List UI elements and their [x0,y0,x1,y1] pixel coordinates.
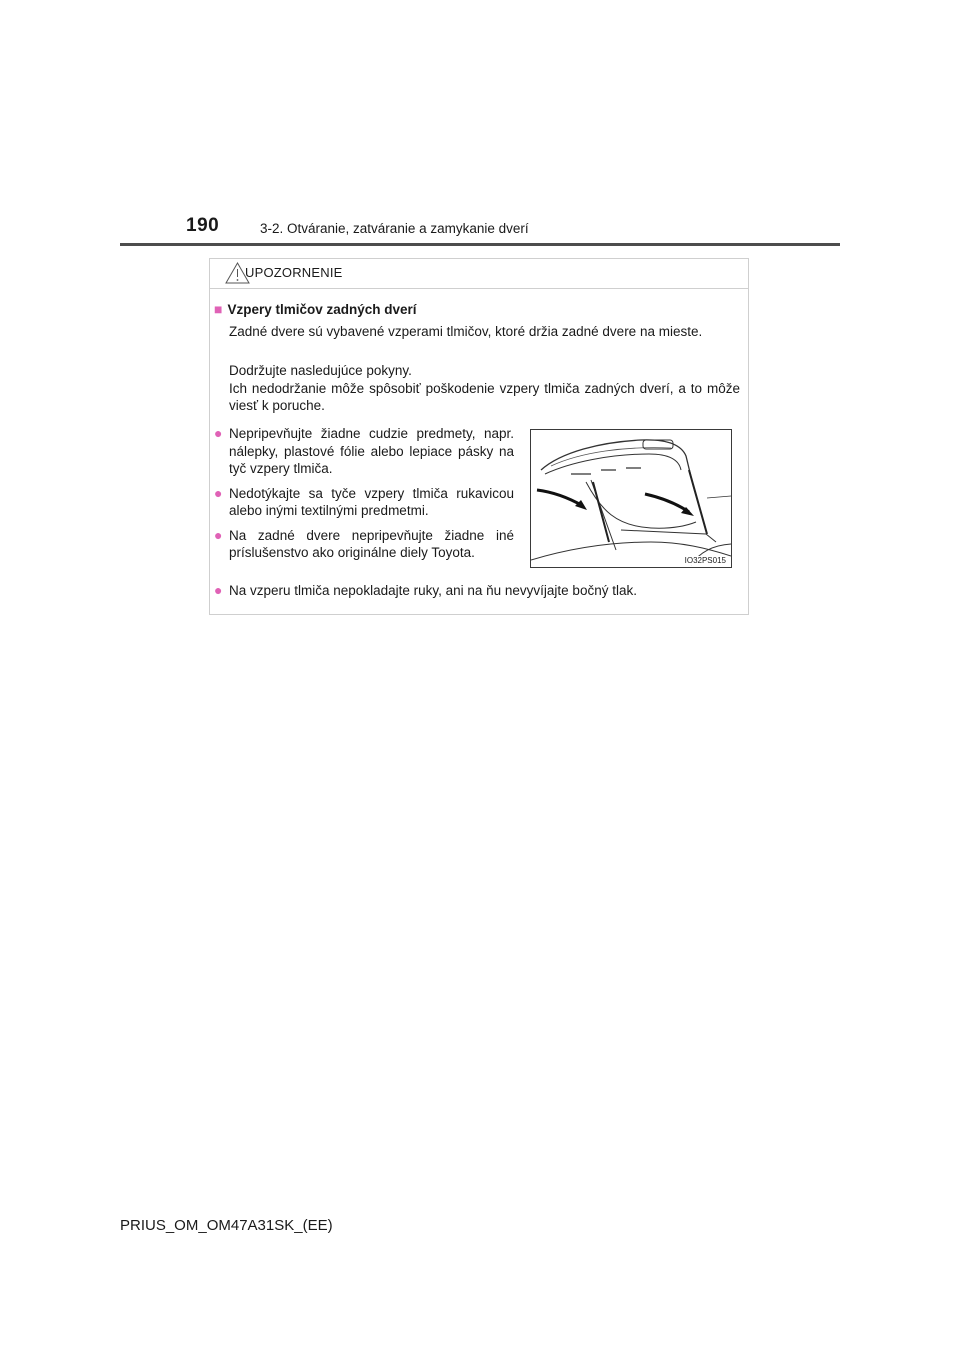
warning-header [210,259,748,289]
list-item [214,425,514,478]
bullet-list [214,425,514,569]
warning-box [209,258,749,615]
tailgate-illustration [531,430,731,567]
figure-code: IO32PS015 [684,556,726,565]
warning-heading-text: Vzpery tlmičov zadných dverí [227,302,417,317]
warning-paragraph-2-line-1: Dodržujte nasledujúce pokyny. [229,363,412,378]
list-item-text: Na zadné dvere nepripevňujte žiadne iné príslušenstvo ako originálne diely Toyota. [229,527,514,560]
list-item-text: Nedotýkajte sa tyče vzpery tlmiča rukavicou alebo inými textilnými predmetmi. [229,485,514,518]
square-bullet-icon: ■ [214,301,223,317]
list-item-text: Nepripevňujte žiadne cudzie predmety, napr. nálepky, plastové fólie alebo lepiace pásky na tyč vzpery tlmiča. [229,426,514,476]
warning-label: UPOZORNENIE [245,265,343,280]
figure-tailgate-struts [530,429,732,568]
list-item [214,485,514,520]
page-number: 190 [186,215,220,236]
header-rule [120,243,840,246]
section-title: 3-2. Otváranie, zatváranie a zamykanie dverí [260,221,529,236]
footer-document-code: PRIUS_OM_OM47A31SK_(EE) [120,1217,333,1234]
round-bullet-icon: ● [214,526,223,543]
warning-paragraph-1: Zadné dvere sú vybavené vzperami tlmičov, ktoré držia zadné dvere na mieste. [229,324,703,339]
round-bullet-icon: ● [214,425,223,441]
round-bullet-icon: ● [214,582,223,598]
list-item [214,527,514,562]
round-bullet-icon: ● [214,484,223,501]
warning-paragraph-2-line-2: Ich nedodržanie môže spôsobiť poškodenie vzpery tlmiča zadných dverí, a to môže viesť k poruche. [229,380,740,413]
warning-heading [214,301,417,317]
list-item [214,582,744,600]
list-item-text: Na vzperu tlmiča nepokladajte ruky, ani na ňu nevyvíjajte bočný tlak. [229,583,637,598]
warning-paragraph-2 [229,362,740,415]
